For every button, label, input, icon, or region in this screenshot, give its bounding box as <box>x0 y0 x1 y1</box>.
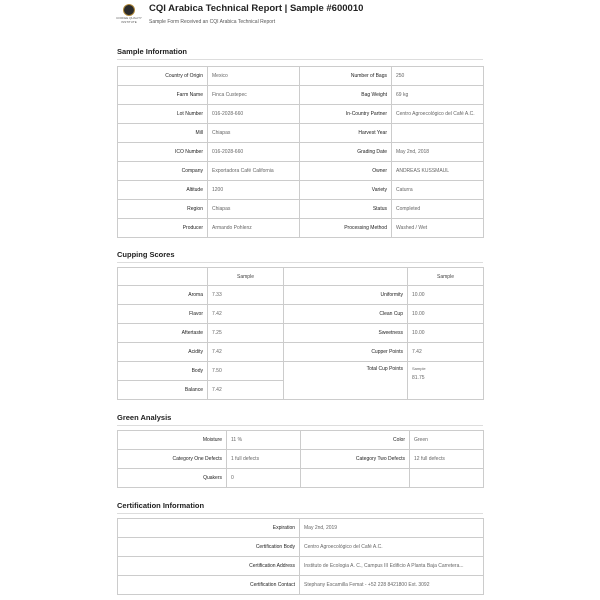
cell-label: In-Country Partner <box>300 105 392 124</box>
section-title-cupping-scores: Cupping Scores <box>117 250 175 259</box>
section-divider <box>117 262 483 263</box>
page-title: CQI Arabica Technical Report | Sample #600010 <box>149 3 364 14</box>
cell-label: Aftertaste <box>118 324 208 343</box>
header-cell-sample: Sample <box>208 268 284 286</box>
cell-value: 0 <box>227 469 301 488</box>
cell-label: Total Cup Points <box>284 362 408 400</box>
cell-value: ANDREAS KUSSMAUL <box>392 162 484 181</box>
cell-value: 7.42 <box>208 343 284 362</box>
cell-value: 250 <box>392 67 484 86</box>
table-row <box>118 181 484 200</box>
cell-label: Moisture <box>118 431 227 450</box>
cell-label: Clean Cup <box>284 305 408 324</box>
cell-value: 7.42 <box>208 305 284 324</box>
cell-label: Category One Defects <box>118 450 227 469</box>
cell-label: Status <box>300 200 392 219</box>
cell-value: Mexico <box>208 67 300 86</box>
cell-value: 7.50 <box>208 362 284 381</box>
header-cell-sample: Sample <box>408 268 484 286</box>
cell-label: Number of Bags <box>300 67 392 86</box>
cell-value: Centro Agroecológico del Café A.C. <box>300 538 484 557</box>
total-sample-label: Sample <box>412 366 426 371</box>
cell-label: Bag Weight <box>300 86 392 105</box>
cell-value: Exportadora Café California <box>208 162 300 181</box>
cell-empty <box>301 469 410 488</box>
section-divider <box>117 59 483 60</box>
cell-value: Centro Agroecológico del Café A.C. <box>392 105 484 124</box>
table-row <box>118 219 484 238</box>
cell-value: 12 full defects <box>410 450 484 469</box>
table-row <box>118 286 484 305</box>
cell-value: Stephany Escamilla Femat - +52 228 8421800 Ext. 3092 <box>300 576 484 595</box>
table-row <box>118 200 484 219</box>
table-row <box>118 343 484 362</box>
cell-label: Certification Body <box>118 538 300 557</box>
cell-value: 016-2028-660 <box>208 143 300 162</box>
cell-label: Color <box>301 431 410 450</box>
cell-value: 1200 <box>208 181 300 200</box>
table-row <box>118 162 484 181</box>
table-row <box>118 124 484 143</box>
cell-label: Acidity <box>118 343 208 362</box>
table-row <box>118 538 484 557</box>
table-row <box>118 469 484 488</box>
total-cup-points-cell <box>408 362 484 400</box>
header-cell-empty <box>284 268 408 286</box>
cell-value: 7.42 <box>208 381 284 400</box>
cell-label: Body <box>118 362 208 381</box>
cell-value: Armando Pohlenz <box>208 219 300 238</box>
table-row <box>118 431 484 450</box>
cupping-scores-table <box>117 267 484 400</box>
cell-label: Altitude <box>118 181 208 200</box>
table-row <box>118 67 484 86</box>
cell-label: Category Two Defects <box>301 450 410 469</box>
cell-value: 1 full defects <box>227 450 301 469</box>
page-subtitle: Sample Form Received an CQI Arabica Technical Report <box>149 19 276 25</box>
cell-label: Mill <box>118 124 208 143</box>
section-title-certification-information: Certification Information <box>117 501 205 510</box>
cell-value: 7.25 <box>208 324 284 343</box>
cell-label: Certification Contact <box>118 576 300 595</box>
cell-label: Aroma <box>118 286 208 305</box>
table-row <box>118 557 484 576</box>
cell-value: May 2nd, 2019 <box>300 519 484 538</box>
cell-value <box>392 124 484 143</box>
table-header-row <box>118 268 484 286</box>
cell-value: Caturra <box>392 181 484 200</box>
cell-value: May 2nd, 2018 <box>392 143 484 162</box>
cell-value: Chiapas <box>208 200 300 219</box>
cell-label: Variety <box>300 181 392 200</box>
cell-label: Certification Address <box>118 557 300 576</box>
cell-value: 11 % <box>227 431 301 450</box>
cell-empty <box>410 469 484 488</box>
cell-label: Country of Origin <box>118 67 208 86</box>
cell-label: Producer <box>118 219 208 238</box>
section-divider <box>117 425 483 426</box>
section-title-green-analysis: Green Analysis <box>117 413 172 422</box>
table-row <box>118 105 484 124</box>
cell-value: Instituto de Ecologia A. C., Campus III Edificio A Planta Baja Carretera... <box>300 557 484 576</box>
cell-label: ICO Number <box>118 143 208 162</box>
cell-value: 10.00 <box>408 305 484 324</box>
green-analysis-table <box>117 430 484 488</box>
cell-label: Expiration <box>118 519 300 538</box>
table-row <box>118 450 484 469</box>
table-row <box>118 362 484 381</box>
logo-emblem-icon <box>123 4 135 16</box>
cell-label: Quakers <box>118 469 227 488</box>
cell-value: 016-2028-660 <box>208 105 300 124</box>
cell-value: Washed / Wet <box>392 219 484 238</box>
table-row <box>118 86 484 105</box>
certification-table <box>117 518 484 595</box>
total-cup-points-value: 81.75 <box>412 375 425 381</box>
cell-label: Harvest Year <box>300 124 392 143</box>
sample-information-table <box>117 66 484 238</box>
report-header <box>115 0 495 34</box>
logo-text: COFFEE QUALITY INSTITUTE <box>116 16 142 24</box>
cell-label: Owner <box>300 162 392 181</box>
table-row <box>118 519 484 538</box>
cell-label: Sweetness <box>284 324 408 343</box>
cell-label: Region <box>118 200 208 219</box>
cell-value: Completed <box>392 200 484 219</box>
section-title-sample-information: Sample Information <box>117 47 188 56</box>
cell-value: 10.00 <box>408 324 484 343</box>
cell-label: Company <box>118 162 208 181</box>
table-row <box>118 143 484 162</box>
table-row <box>118 324 484 343</box>
cell-value: 7.33 <box>208 286 284 305</box>
section-divider <box>117 513 483 514</box>
cell-label: Uniformity <box>284 286 408 305</box>
cell-label: Grading Date <box>300 143 392 162</box>
cell-label: Processing Method <box>300 219 392 238</box>
cell-value: Finca Custepec <box>208 86 300 105</box>
cell-label: Balance <box>118 381 208 400</box>
cell-value: Chiapas <box>208 124 300 143</box>
cell-value: 7.42 <box>408 343 484 362</box>
cell-label: Flavor <box>118 305 208 324</box>
cell-value: Green <box>410 431 484 450</box>
cell-label: Lot Number <box>118 105 208 124</box>
cell-label: Cupper Points <box>284 343 408 362</box>
cqi-logo <box>115 4 143 30</box>
table-row <box>118 576 484 595</box>
cell-label: Farm Name <box>118 86 208 105</box>
header-cell-empty <box>118 268 208 286</box>
cell-value: 10.00 <box>408 286 484 305</box>
cell-value: 69 kg <box>392 86 484 105</box>
table-row <box>118 305 484 324</box>
